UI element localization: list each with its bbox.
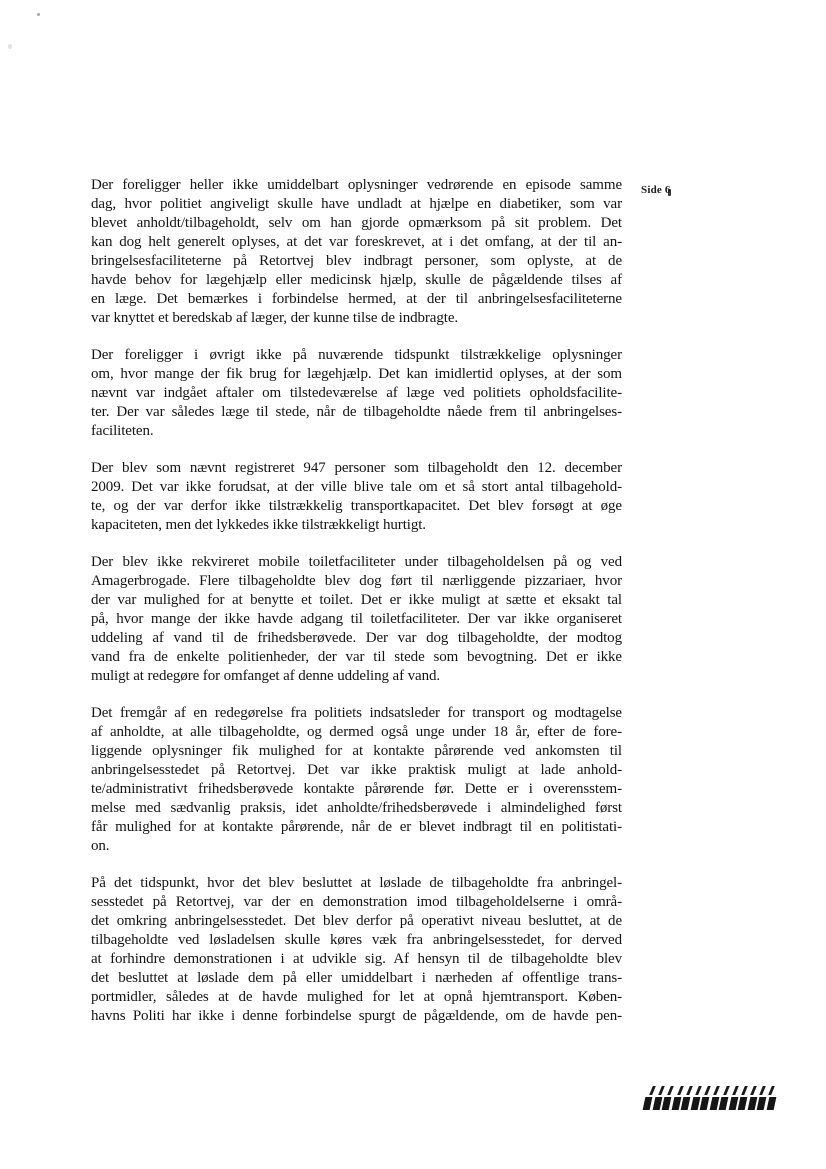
hatch-stroke xyxy=(652,1097,661,1110)
text-line: får mulighed for at kontakte pårørende, når de er blevet indbragt til en politistati- xyxy=(91,819,622,835)
hatch-stroke xyxy=(700,1097,709,1110)
text-line: sesstedet på Retortvej, var der en demonstration imod tilbageholdelserne i områ- xyxy=(91,894,622,910)
hatch-stroke xyxy=(757,1097,766,1110)
hatch-thick-row xyxy=(644,1097,774,1110)
hatch-thin-row xyxy=(644,1086,774,1095)
hatch-stroke xyxy=(643,1097,652,1110)
document-body xyxy=(91,176,622,1044)
hatch-stroke xyxy=(662,1097,671,1110)
hatch-stroke xyxy=(649,1086,655,1095)
text-line: melse med sædvanlig praksis, idet anholdte/frihedsberøvede i almindelighed først xyxy=(91,800,622,816)
hatch-stroke xyxy=(677,1086,683,1095)
hatch-stroke xyxy=(690,1097,699,1110)
text-line: på, hvor mange der ikke havde adgang til toiletfaciliteter. Der var ikke organiseret xyxy=(91,611,622,627)
hatch-stroke xyxy=(732,1086,738,1095)
paragraph-toilets-water xyxy=(91,553,622,686)
hatch-registration-mark xyxy=(644,1086,774,1110)
text-line: Det fremgår af en redegørelse fra politiets indsatsleder for transport og modtagelse xyxy=(91,705,622,721)
text-line: kan dog helt generelt oplyses, at det var foreskrevet, at i det omfang, at der til an- xyxy=(91,234,622,250)
hatch-stroke xyxy=(681,1097,690,1110)
text-line: Der foreligger heller ikke umiddelbart oplysninger vedrørende en episode samme xyxy=(91,177,622,193)
paragraph-medical-episode xyxy=(91,176,622,328)
paragraph-medical-help-count xyxy=(91,346,622,441)
text-line: anbringelsesstedet på Retortvej. Det var ikke praktisk muligt at lade anhold- xyxy=(91,762,622,778)
text-line: 2009. Det var ikke forudsat, at der ville blive tale om et så stort antal tilbagehold- xyxy=(91,479,622,495)
text-line: På det tidspunkt, hvor det blev besluttet at løslade de tilbageholdte fra anbringel- xyxy=(91,875,622,891)
text-line: at forhindre demonstrationen i at udvikle sig. Af hensyn til de tilbageholdte blev xyxy=(91,951,622,967)
text-line: havns Politi har ikke i denne forbindelse spurgt de pågældende, om de havde pen- xyxy=(91,1008,622,1024)
paragraph-contact-relatives xyxy=(91,704,622,856)
text-line: en læge. Det bemærkes i forbindelse hermed, at der til anbringelsesfaciliteterne xyxy=(91,291,622,307)
text-line: ter. Der var således læge til stede, når de tilbageholdte nåede frem til anbringelses- xyxy=(91,404,622,420)
text-line: tilbageholdte ved løsladelsen skulle køres væk fra anbringelsesstedet, for derved xyxy=(91,932,622,948)
scan-artifact-smudge xyxy=(8,44,12,49)
hatch-stroke xyxy=(713,1086,719,1095)
hatch-stroke xyxy=(750,1086,756,1095)
text-line: det omkring anbringelsesstedet. Det blev derfor på operativt niveau besluttet, at de xyxy=(91,913,622,929)
text-line: blevet anholdt/tilbageholdt, selv om han gjorde opmærksom på sit problem. Det xyxy=(91,215,622,231)
text-line: af anholdte, at alle tilbageholdte, og dermed også unge under 18 år, efter de fore- xyxy=(91,724,622,740)
text-line: der var mulighed for at benytte et toilet. Det er ikke muligt at sætte et eksakt tal xyxy=(91,592,622,608)
hatch-stroke xyxy=(747,1097,756,1110)
text-line: var knyttet et beredskab af læger, der kunne tilse de indbragte. xyxy=(91,310,459,326)
text-line: uddeling af vand til de frihedsberøvede. Der var dog tilbageholdte, der modtog xyxy=(91,630,622,646)
text-line: muligt at redegøre for omfanget af denne uddeling af vand. xyxy=(91,668,441,684)
text-line: on. xyxy=(91,838,110,854)
hatch-stroke xyxy=(704,1086,710,1095)
hatch-stroke xyxy=(723,1086,729,1095)
text-line: faciliteten. xyxy=(91,423,154,439)
paragraph-release-transport xyxy=(91,874,622,1026)
text-line: det besluttet at løslade dem på eller umiddelbart i nærheden af offentlige trans- xyxy=(91,970,622,986)
text-line: Der blev som nævnt registreret 947 personer som tilbageholdt den 12. december xyxy=(91,460,622,476)
hatch-stroke xyxy=(766,1097,775,1110)
hatch-stroke xyxy=(695,1086,701,1095)
text-line: dag, hvor politiet angiveligt skulle have undladt at hjælpe en diabetiker, som var xyxy=(91,196,622,212)
text-line: havde behov for lægehjælp eller medicinsk hjælp, skulle de pågældende tilses af xyxy=(91,272,622,288)
hatch-stroke xyxy=(759,1086,765,1095)
hatch-stroke xyxy=(686,1086,692,1095)
hatch-stroke xyxy=(709,1097,718,1110)
hatch-stroke xyxy=(671,1097,680,1110)
paragraph-947-detained xyxy=(91,459,622,535)
text-line: kapaciteten, men det lykkedes ikke tilstrækkeligt hurtigt. xyxy=(91,517,426,533)
text-line: bringelsesfaciliteterne på Retortvej blev indbragt personer, som oplyste, at de xyxy=(91,253,622,269)
page-number-label: Side 6 xyxy=(641,184,671,196)
text-line: om, hvor mange der fik brug for lægehjælp. Det kan imidlertid oplyses, at der som xyxy=(91,366,622,382)
text-line: vand fra de enkelte politienheder, der var til stede som bevogtning. Det er ikke xyxy=(91,649,622,665)
hatch-stroke xyxy=(769,1086,775,1095)
text-line: Der blev ikke rekvireret mobile toiletfaciliteter under tilbageholdelsen på og ved xyxy=(91,554,622,570)
hatch-stroke xyxy=(741,1086,747,1095)
text-line: Amagerbrogade. Flere tilbageholdte blev dog ført til nærliggende pizzariaer, hvor xyxy=(91,573,622,589)
text-line: Der foreligger i øvrigt ikke på nuværende tidspunkt tilstrækkelige oplysninger xyxy=(91,347,622,363)
hatch-stroke xyxy=(728,1097,737,1110)
text-line: te, og der var derfor ikke tilstrækkelig transportkapacitet. Det blev forsøgt at øge xyxy=(91,498,622,514)
text-line: liggende oplysninger fik mulighed for at kontakte pårørende ved ankomsten til xyxy=(91,743,622,759)
scan-artifact-dot xyxy=(37,13,40,16)
hatch-stroke xyxy=(658,1086,664,1095)
hatch-stroke xyxy=(668,1086,674,1095)
hatch-stroke xyxy=(738,1097,747,1110)
text-line: nævnt var indgået aftaler om tilstedeværelse af læge ved politiets opholdsfacilite- xyxy=(91,385,622,401)
hatch-stroke xyxy=(719,1097,728,1110)
text-line: portmidler, således at de havde mulighed for let at opnå hjemtransport. Køben- xyxy=(91,989,622,1005)
text-line: te/administrativt frihedsberøvede kontakte pårørende før. Dette er i overensstem- xyxy=(91,781,622,797)
